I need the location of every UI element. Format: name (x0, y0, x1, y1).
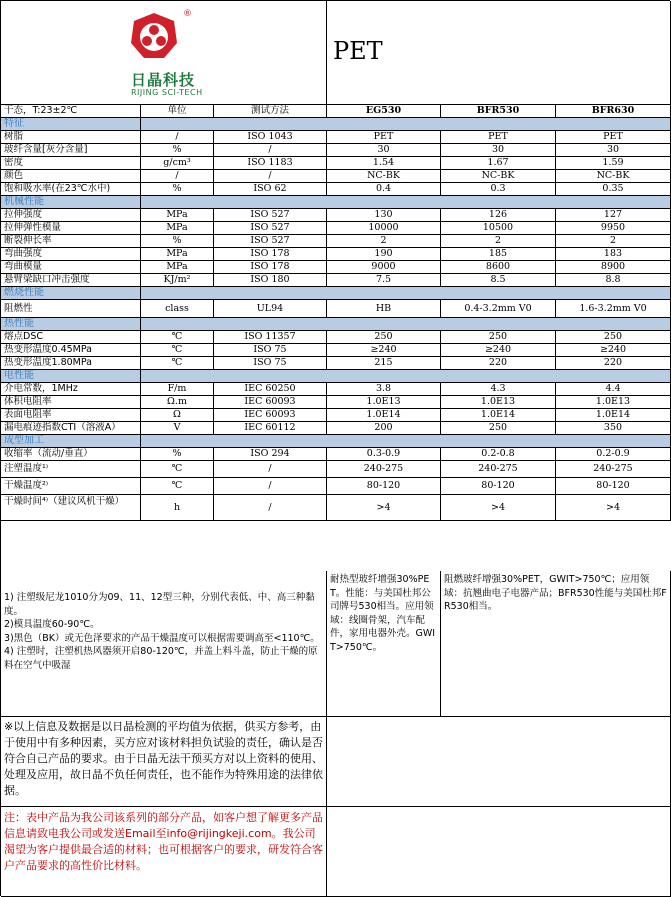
property-method: ISO 178 (214, 261, 327, 274)
property-name: 弯曲强度 (1, 248, 141, 261)
property-method: ISO 527 (214, 222, 327, 235)
property-unit: ℃ (141, 344, 214, 357)
property-value: 0.3-0.9 (327, 448, 441, 461)
property-method: ISO 527 (214, 235, 327, 248)
property-unit: Ω (141, 409, 214, 422)
property-value: 240-275 (441, 461, 556, 478)
property-name: 表面电阻率 (1, 409, 141, 422)
property-value: PET (327, 131, 441, 144)
property-value: 8600 (441, 261, 556, 274)
property-value: 250 (441, 422, 556, 435)
property-unit: MPa (141, 209, 214, 222)
property-method: / (214, 495, 327, 521)
property-value: 30 (556, 144, 671, 157)
property-value: 8.8 (556, 274, 671, 287)
property-value: 0.4 (327, 183, 441, 196)
property-value: 0.4-3.2mm V0 (441, 300, 556, 318)
bfr-description: 阻燃玻纤增强30%PET，GWIT>750℃；应用领域：抗翘曲电子电器产品；BFR530性能与美国杜邦FR530相当。 (441, 571, 671, 717)
property-value: 250 (556, 331, 671, 344)
property-value: 127 (556, 209, 671, 222)
property-value: ≥240 (556, 344, 671, 357)
logo-area (1, 1, 327, 105)
property-unit: ℃ (141, 357, 214, 370)
header-unit: 单位 (141, 105, 214, 118)
property-method: ISO 11357 (214, 331, 327, 344)
property-value: 1.54 (327, 157, 441, 170)
header-grade: BFR630 (556, 105, 671, 118)
property-unit: % (141, 144, 214, 157)
property-unit: class (141, 300, 214, 318)
property-method: ISO 294 (214, 448, 327, 461)
property-unit: % (141, 183, 214, 196)
property-name: 收缩率（流动/垂直） (1, 448, 141, 461)
property-unit: ℃ (141, 331, 214, 344)
property-value: 9950 (556, 222, 671, 235)
section-title: 成型加工 (1, 435, 141, 448)
property-method: ISO 75 (214, 344, 327, 357)
property-value: 190 (327, 248, 441, 261)
property-method: ISO 1183 (214, 157, 327, 170)
property-value: 9000 (327, 261, 441, 274)
property-value: 1.6-3.2mm V0 (556, 300, 671, 318)
header-grade: BFR530 (441, 105, 556, 118)
section-title: 热性能 (1, 318, 141, 331)
property-value: 8.5 (441, 274, 556, 287)
property-name: 注塑温度¹⁾ (1, 461, 141, 478)
note-2: 2)模具温度60-90℃。 (4, 619, 100, 630)
property-method: UL94 (214, 300, 327, 318)
section-band (141, 196, 671, 209)
property-unit: V (141, 422, 214, 435)
property-value: 240-275 (556, 461, 671, 478)
property-value: 1.0E14 (327, 409, 441, 422)
property-value: 1.0E13 (441, 396, 556, 409)
section-band (141, 370, 671, 383)
property-value: 220 (441, 357, 556, 370)
notes-cell (1, 571, 327, 717)
property-value: 250 (327, 331, 441, 344)
property-value: 183 (556, 248, 671, 261)
property-method: IEC 60093 (214, 409, 327, 422)
property-unit: KJ/m² (141, 274, 214, 287)
property-unit: ℃ (141, 478, 214, 495)
property-unit: g/cm³ (141, 157, 214, 170)
property-value: 1.59 (556, 157, 671, 170)
property-name: 干燥温度²⁾ (1, 478, 141, 495)
property-value: 1.67 (441, 157, 556, 170)
property-value: 30 (327, 144, 441, 157)
property-value: 10000 (327, 222, 441, 235)
property-method: ISO 1043 (214, 131, 327, 144)
property-value: 240-275 (327, 461, 441, 478)
property-method: / (214, 144, 327, 157)
property-unit: / (141, 170, 214, 183)
property-name: 干燥时间⁴⁾（建议风机干燥） (1, 495, 141, 521)
property-value: 2 (441, 235, 556, 248)
property-value: 1.0E14 (556, 409, 671, 422)
note-4: 4) 注塑时，注塑机热风器须开启80-120℃，并盖上料斗盖，防止干燥的原料在空气中吸湿 (4, 646, 318, 671)
property-unit: / (141, 131, 214, 144)
property-value: ≥240 (441, 344, 556, 357)
section-title: 电性能 (1, 370, 141, 383)
property-value: 7.5 (327, 274, 441, 287)
property-value: 0.2-0.9 (556, 448, 671, 461)
property-name: 饱和吸水率(在23℃水中) (1, 183, 141, 196)
disclaimer-blank (327, 717, 671, 807)
section-title: 特征 (1, 118, 141, 131)
property-value: 350 (556, 422, 671, 435)
property-value: 80-120 (556, 478, 671, 495)
property-value: PET (441, 131, 556, 144)
property-value: 220 (556, 357, 671, 370)
property-value: 0.3 (441, 183, 556, 196)
property-method: / (214, 170, 327, 183)
property-name: 介电常数，1MHz (1, 383, 141, 396)
section-band (141, 287, 671, 300)
header-method: 测试方法 (214, 105, 327, 118)
property-unit: MPa (141, 248, 214, 261)
property-value: 3.8 (327, 383, 441, 396)
property-value: 0.2-0.8 (441, 448, 556, 461)
property-unit: ℃ (141, 461, 214, 478)
property-name: 拉伸强度 (1, 209, 141, 222)
property-value: NC-BK (327, 170, 441, 183)
rijing-logo-icon (129, 11, 179, 61)
property-value: 126 (441, 209, 556, 222)
property-method: / (214, 461, 327, 478)
property-value: 80-120 (327, 478, 441, 495)
property-unit: % (141, 448, 214, 461)
property-value: 30 (441, 144, 556, 157)
section-band (141, 318, 671, 331)
disclaimer: ※以上信息及数据是以日晶检测的平均值为依据，供买方参考，由于使用中有多种因素，买方应对该材料担负试验的责任，确认是否符合自己产品的要求。由于日晶无法干预买方对以上资料的使用、处理及应用，故日晶不负任何责任，也不能作为特殊用途的法律依据。 (1, 717, 327, 807)
property-name: 弯曲模量 (1, 261, 141, 274)
section-band (141, 118, 671, 131)
brand-name-en: RIJING SCI-TECH (131, 88, 203, 97)
property-value: 0.35 (556, 183, 671, 196)
property-method: ISO 178 (214, 248, 327, 261)
section-title: 燃烧性能 (1, 287, 141, 300)
property-name: 拉伸弹性模量 (1, 222, 141, 235)
property-value: 250 (441, 331, 556, 344)
property-name: 玻纤含量[灰分含量] (1, 144, 141, 157)
property-value: 4.4 (556, 383, 671, 396)
eg530-description: 耐热型玻纤增强30%PET。性能：与美国杜邦公司牌号530相当。应用领域：线圈骨架，汽车配件，家用电器外壳。GWIT>750℃。 (327, 571, 441, 717)
property-name: 密度 (1, 157, 141, 170)
property-unit: MPa (141, 222, 214, 235)
property-value: 4.3 (441, 383, 556, 396)
property-value: NC-BK (556, 170, 671, 183)
property-name: 体积电阻率 (1, 396, 141, 409)
property-value: 185 (441, 248, 556, 261)
property-method: IEC 60112 (214, 422, 327, 435)
property-name: 断裂伸长率 (1, 235, 141, 248)
property-name: 悬臂梁缺口冲击强度 (1, 274, 141, 287)
property-name: 阻燃性 (1, 300, 141, 318)
property-value: PET (556, 131, 671, 144)
contact-note: 注：表中产品为我公司该系列的部分产品，如客户想了解更多产品信息请致电我公司或发送Email至info@rijingkeji.com。我公司渴望为客户提供最合适的材料；也可根据客户的要求，研发符合客户产品要求的高性价比材料。 (1, 807, 327, 897)
property-value: ≥240 (327, 344, 441, 357)
property-value: NC-BK (441, 170, 556, 183)
property-value: 2 (556, 235, 671, 248)
property-value: >4 (327, 495, 441, 521)
header-condition: 干态，T:23±2℃ (1, 105, 141, 118)
brand-name-cn: 日晶科技 (131, 71, 196, 89)
product-title: PET (333, 37, 383, 65)
header-grade: EG530 (327, 105, 441, 118)
property-unit: F/m (141, 383, 214, 396)
property-method: ISO 180 (214, 274, 327, 287)
property-name: 熔点DSC (1, 331, 141, 344)
property-name: 热变形温度1.80MPa (1, 357, 141, 370)
property-unit: % (141, 235, 214, 248)
section-band (141, 435, 671, 448)
property-method: ISO 75 (214, 357, 327, 370)
property-name: 颜色 (1, 170, 141, 183)
property-unit: MPa (141, 261, 214, 274)
property-value: 215 (327, 357, 441, 370)
property-value: >4 (441, 495, 556, 521)
property-value: 2 (327, 235, 441, 248)
contact-blank (327, 807, 671, 897)
property-value: 80-120 (441, 478, 556, 495)
section-title: 机械性能 (1, 196, 141, 209)
property-value: >4 (556, 495, 671, 521)
property-method: ISO 527 (214, 209, 327, 222)
property-method: IEC 60093 (214, 396, 327, 409)
property-value: 10500 (441, 222, 556, 235)
property-unit: Ω.m (141, 396, 214, 409)
product-title-area (327, 1, 671, 105)
note-3: 3)黑色（BK）或无色泽要求的产品干燥温度可以根据需要调高至<110℃。 (4, 632, 320, 644)
property-name: 热变形温度0.45MPa (1, 344, 141, 357)
property-unit: h (141, 495, 214, 521)
property-value: 1.0E14 (441, 409, 556, 422)
property-value: 8900 (556, 261, 671, 274)
property-name: 漏电痕迹指数CTI（溶液A） (1, 422, 141, 435)
property-method: / (214, 478, 327, 495)
property-value: 130 (327, 209, 441, 222)
registered-mark: ® (183, 9, 192, 19)
note-1: 1) 注塑级尼龙1010分为09、11、12型三种，分别代表低、中、高三种黏度。 (4, 592, 315, 617)
property-name: 树脂 (1, 131, 141, 144)
property-value: 1.0E13 (556, 396, 671, 409)
property-value: HB (327, 300, 441, 318)
property-method: IEC 60250 (214, 383, 327, 396)
property-method: ISO 62 (214, 183, 327, 196)
property-value: 200 (327, 422, 441, 435)
property-value: 1.0E13 (327, 396, 441, 409)
